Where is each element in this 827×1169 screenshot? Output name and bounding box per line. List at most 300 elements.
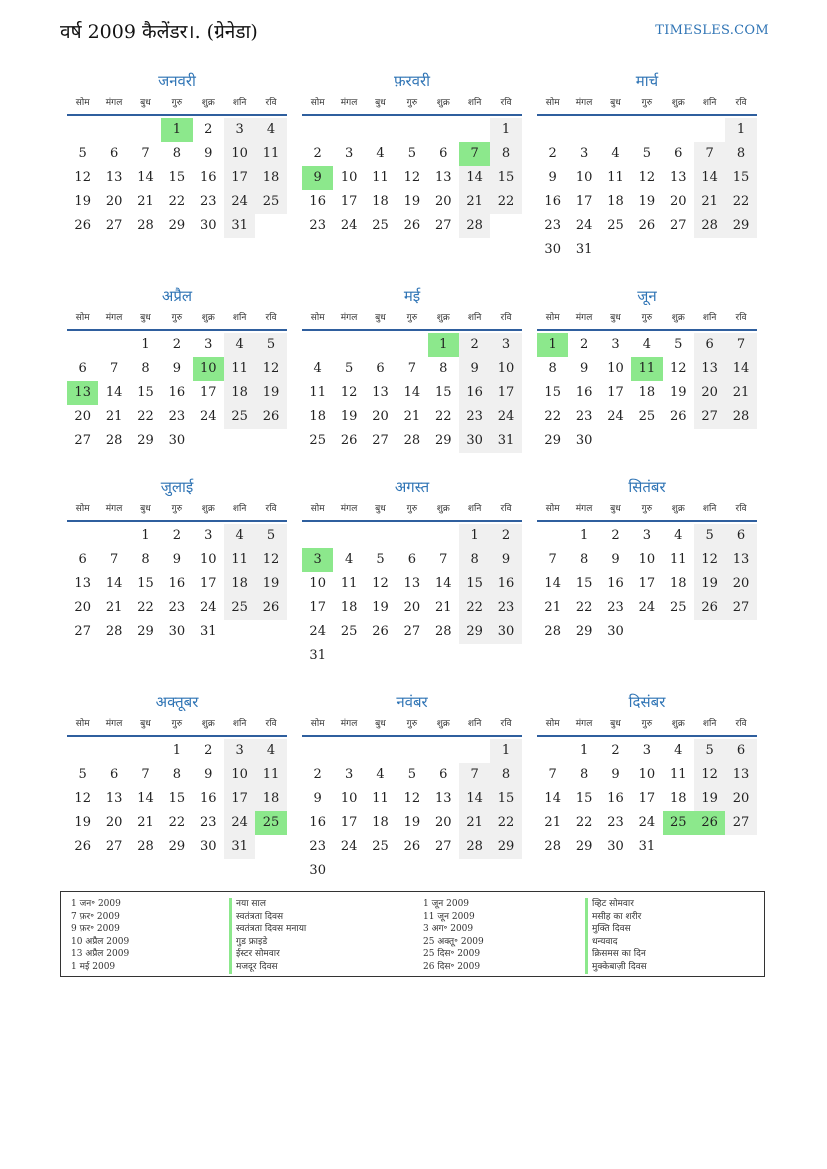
day-cell[interactable]: 27 bbox=[105, 839, 123, 854]
day-cell[interactable]: 6 bbox=[109, 146, 119, 161]
day-cell[interactable]: 22 bbox=[490, 190, 521, 214]
day-cell[interactable]: 20 bbox=[725, 572, 756, 596]
day-cell[interactable]: 26 bbox=[74, 839, 91, 854]
day-cell[interactable]: 7 bbox=[439, 552, 448, 567]
day-cell[interactable]: 26 bbox=[403, 218, 421, 233]
day-cell[interactable]: 25 bbox=[607, 218, 624, 233]
day-cell[interactable]: 20 bbox=[725, 787, 756, 811]
day-cell[interactable]: 23 bbox=[607, 600, 624, 615]
day-cell[interactable]: 19 bbox=[255, 381, 286, 405]
day-cell[interactable]: 15 bbox=[168, 791, 186, 806]
day-cell[interactable]: 3 bbox=[579, 146, 589, 161]
day-cell[interactable]: 9 bbox=[490, 548, 521, 572]
day-cell[interactable]: 20 bbox=[372, 409, 389, 424]
day-cell[interactable]: 1 bbox=[490, 739, 521, 763]
day-cell[interactable]: 3 bbox=[204, 528, 213, 543]
day-cell[interactable]: 31 bbox=[224, 214, 255, 238]
day-cell[interactable]: 26 bbox=[669, 409, 687, 424]
day-cell[interactable]: 16 bbox=[607, 576, 624, 591]
day-cell[interactable]: 7 bbox=[548, 552, 557, 567]
day-cell[interactable]: 26 bbox=[74, 218, 91, 233]
day-cell[interactable]: 5 bbox=[674, 337, 683, 352]
day-cell[interactable]: 6 bbox=[725, 524, 756, 548]
day-cell[interactable]: 12 bbox=[74, 791, 91, 806]
day-cell[interactable]: 2 bbox=[204, 743, 213, 758]
day-cell[interactable]: 20 bbox=[669, 194, 687, 209]
day-cell[interactable]: 23 bbox=[607, 815, 624, 830]
day-cell[interactable]: 6 bbox=[694, 333, 725, 357]
day-cell[interactable]: 3 bbox=[204, 337, 213, 352]
day-cell[interactable]: 6 bbox=[407, 552, 416, 567]
day-cell[interactable]: 22 bbox=[544, 409, 561, 424]
day-cell[interactable]: 31 bbox=[224, 835, 255, 859]
day-cell[interactable]: 6 bbox=[439, 767, 448, 782]
day-cell[interactable]: 12 bbox=[74, 170, 91, 185]
day-cell[interactable]: 6 bbox=[674, 146, 683, 161]
day-cell[interactable]: 19 bbox=[340, 409, 358, 424]
day-cell[interactable]: 17 bbox=[607, 385, 624, 400]
day-cell[interactable]: 12 bbox=[638, 170, 656, 185]
day-cell[interactable]: 16 bbox=[544, 194, 561, 209]
day-cell[interactable]: 13 bbox=[694, 357, 725, 381]
day-cell[interactable]: 9 bbox=[302, 166, 333, 190]
day-cell[interactable]: 6 bbox=[78, 552, 87, 567]
day-cell[interactable]: 24 bbox=[309, 624, 326, 639]
day-cell[interactable]: 4 bbox=[376, 146, 385, 161]
day-cell[interactable]: 7 bbox=[459, 142, 490, 166]
day-cell[interactable]: 30 bbox=[168, 433, 186, 448]
day-cell[interactable]: 14 bbox=[459, 787, 490, 811]
day-cell[interactable]: 29 bbox=[544, 433, 561, 448]
day-cell[interactable]: 29 bbox=[575, 839, 593, 854]
day-cell[interactable]: 29 bbox=[575, 624, 593, 639]
day-cell[interactable]: 29 bbox=[725, 214, 756, 238]
day-cell[interactable]: 16 bbox=[575, 385, 593, 400]
day-cell[interactable]: 29 bbox=[168, 218, 186, 233]
day-cell[interactable]: 23 bbox=[199, 815, 217, 830]
day-cell[interactable]: 1 bbox=[725, 118, 756, 142]
day-cell[interactable]: 24 bbox=[607, 409, 624, 424]
day-cell[interactable]: 25 bbox=[224, 405, 255, 429]
day-cell[interactable]: 4 bbox=[376, 767, 385, 782]
day-cell[interactable]: 21 bbox=[459, 190, 490, 214]
day-cell[interactable]: 17 bbox=[309, 600, 326, 615]
day-cell[interactable]: 25 bbox=[340, 624, 358, 639]
day-cell[interactable]: 1 bbox=[490, 118, 521, 142]
day-cell[interactable]: 29 bbox=[137, 624, 154, 639]
day-cell[interactable]: 8 bbox=[725, 142, 756, 166]
day-cell[interactable]: 17 bbox=[638, 791, 656, 806]
day-cell[interactable]: 10 bbox=[638, 552, 656, 567]
day-cell[interactable]: 26 bbox=[694, 596, 725, 620]
day-cell[interactable]: 24 bbox=[199, 409, 217, 424]
day-cell[interactable]: 22 bbox=[137, 409, 154, 424]
day-cell[interactable]: 11 bbox=[340, 576, 358, 591]
day-cell[interactable]: 21 bbox=[544, 815, 561, 830]
day-cell[interactable]: 14 bbox=[459, 166, 490, 190]
day-cell[interactable]: 25 bbox=[309, 433, 326, 448]
day-cell[interactable]: 11 bbox=[669, 552, 687, 567]
day-cell[interactable]: 7 bbox=[109, 552, 119, 567]
day-cell[interactable]: 12 bbox=[694, 763, 725, 787]
day-cell[interactable]: 4 bbox=[313, 361, 322, 376]
day-cell[interactable]: 2 bbox=[204, 122, 213, 137]
day-cell[interactable]: 16 bbox=[607, 791, 624, 806]
day-cell[interactable]: 8 bbox=[439, 361, 448, 376]
day-cell[interactable]: 18 bbox=[638, 385, 656, 400]
day-cell[interactable]: 13 bbox=[67, 381, 98, 405]
day-cell[interactable]: 19 bbox=[74, 815, 91, 830]
day-cell[interactable]: 24 bbox=[490, 405, 521, 429]
day-cell[interactable]: 4 bbox=[224, 524, 255, 548]
day-cell[interactable]: 12 bbox=[255, 548, 286, 572]
day-cell[interactable]: 3 bbox=[490, 333, 521, 357]
day-cell[interactable]: 14 bbox=[694, 166, 725, 190]
day-cell[interactable]: 1 bbox=[537, 333, 568, 357]
day-cell[interactable]: 23 bbox=[168, 600, 186, 615]
day-cell[interactable]: 12 bbox=[340, 385, 358, 400]
day-cell[interactable]: 3 bbox=[224, 739, 255, 763]
day-cell[interactable]: 24 bbox=[340, 839, 358, 854]
day-cell[interactable]: 21 bbox=[459, 811, 490, 835]
day-cell[interactable]: 25 bbox=[224, 596, 255, 620]
day-cell[interactable]: 2 bbox=[611, 528, 620, 543]
day-cell[interactable]: 17 bbox=[490, 381, 521, 405]
day-cell[interactable]: 11 bbox=[255, 142, 286, 166]
day-cell[interactable]: 19 bbox=[638, 194, 656, 209]
day-cell[interactable]: 9 bbox=[579, 361, 589, 376]
day-cell[interactable]: 23 bbox=[199, 194, 217, 209]
day-cell[interactable]: 20 bbox=[694, 381, 725, 405]
day-cell[interactable]: 8 bbox=[172, 767, 181, 782]
day-cell[interactable]: 19 bbox=[694, 787, 725, 811]
day-cell[interactable]: 4 bbox=[224, 333, 255, 357]
day-cell[interactable]: 16 bbox=[309, 194, 326, 209]
day-cell[interactable]: 4 bbox=[674, 528, 683, 543]
day-cell[interactable]: 17 bbox=[199, 385, 217, 400]
day-cell[interactable]: 6 bbox=[376, 361, 385, 376]
day-cell[interactable]: 5 bbox=[78, 146, 87, 161]
day-cell[interactable]: 5 bbox=[78, 767, 87, 782]
day-cell[interactable]: 13 bbox=[74, 576, 91, 591]
day-cell[interactable]: 28 bbox=[403, 433, 421, 448]
day-cell[interactable]: 2 bbox=[313, 146, 322, 161]
day-cell[interactable]: 27 bbox=[403, 624, 421, 639]
day-cell[interactable]: 22 bbox=[575, 600, 593, 615]
day-cell[interactable]: 26 bbox=[372, 624, 389, 639]
day-cell[interactable]: 4 bbox=[611, 146, 620, 161]
day-cell[interactable]: 18 bbox=[372, 194, 389, 209]
day-cell[interactable]: 1 bbox=[428, 333, 459, 357]
day-cell[interactable]: 25 bbox=[372, 218, 389, 233]
day-cell[interactable]: 13 bbox=[372, 385, 389, 400]
day-cell[interactable]: 10 bbox=[575, 170, 593, 185]
day-cell[interactable]: 23 bbox=[459, 405, 490, 429]
day-cell[interactable]: 23 bbox=[575, 409, 593, 424]
day-cell[interactable]: 30 bbox=[199, 839, 217, 854]
day-cell[interactable]: 1 bbox=[172, 743, 181, 758]
day-cell[interactable]: 16 bbox=[309, 815, 326, 830]
day-cell[interactable]: 18 bbox=[309, 409, 326, 424]
day-cell[interactable]: 28 bbox=[694, 214, 725, 238]
day-cell[interactable]: 4 bbox=[255, 118, 286, 142]
day-cell[interactable]: 13 bbox=[403, 576, 421, 591]
day-cell[interactable]: 12 bbox=[403, 170, 421, 185]
day-cell[interactable]: 22 bbox=[725, 190, 756, 214]
day-cell[interactable]: 10 bbox=[490, 357, 521, 381]
day-cell[interactable]: 8 bbox=[172, 146, 181, 161]
day-cell[interactable]: 18 bbox=[224, 381, 255, 405]
day-cell[interactable]: 30 bbox=[459, 429, 490, 453]
day-cell[interactable]: 17 bbox=[224, 166, 255, 190]
day-cell[interactable]: 9 bbox=[459, 357, 490, 381]
day-cell[interactable]: 3 bbox=[344, 146, 354, 161]
day-cell[interactable]: 28 bbox=[434, 624, 452, 639]
day-cell[interactable]: 5 bbox=[255, 333, 286, 357]
day-cell[interactable]: 15 bbox=[137, 385, 154, 400]
day-cell[interactable]: 7 bbox=[459, 763, 490, 787]
day-cell[interactable]: 3 bbox=[642, 743, 651, 758]
day-cell[interactable]: 9 bbox=[611, 552, 620, 567]
day-cell[interactable]: 10 bbox=[309, 576, 326, 591]
day-cell[interactable]: 30 bbox=[168, 624, 186, 639]
day-cell[interactable]: 16 bbox=[199, 170, 217, 185]
day-cell[interactable]: 5 bbox=[407, 767, 416, 782]
day-cell[interactable]: 27 bbox=[725, 811, 756, 835]
day-cell[interactable]: 16 bbox=[168, 576, 186, 591]
day-cell[interactable]: 13 bbox=[105, 791, 123, 806]
day-cell[interactable]: 28 bbox=[544, 839, 561, 854]
day-cell[interactable]: 31 bbox=[309, 648, 326, 663]
day-cell[interactable]: 18 bbox=[340, 600, 358, 615]
day-cell[interactable]: 2 bbox=[313, 767, 322, 782]
day-cell[interactable]: 18 bbox=[255, 787, 286, 811]
day-cell[interactable]: 1 bbox=[579, 528, 589, 543]
day-cell[interactable]: 19 bbox=[403, 194, 421, 209]
day-cell[interactable]: 23 bbox=[490, 596, 521, 620]
day-cell[interactable]: 9 bbox=[548, 170, 557, 185]
day-cell[interactable]: 7 bbox=[694, 142, 725, 166]
day-cell[interactable]: 14 bbox=[434, 576, 452, 591]
day-cell[interactable]: 20 bbox=[434, 194, 452, 209]
day-cell[interactable]: 4 bbox=[255, 739, 286, 763]
day-cell[interactable]: 15 bbox=[575, 791, 593, 806]
day-cell[interactable]: 30 bbox=[199, 218, 217, 233]
day-cell[interactable]: 8 bbox=[141, 552, 150, 567]
day-cell[interactable]: 26 bbox=[255, 596, 286, 620]
day-cell[interactable]: 12 bbox=[255, 357, 286, 381]
day-cell[interactable]: 24 bbox=[224, 811, 255, 835]
day-cell[interactable]: 3 bbox=[344, 767, 354, 782]
day-cell[interactable]: 23 bbox=[309, 839, 326, 854]
day-cell[interactable]: 22 bbox=[168, 194, 186, 209]
day-cell[interactable]: 27 bbox=[669, 218, 687, 233]
day-cell[interactable]: 22 bbox=[490, 811, 521, 835]
day-cell[interactable]: 10 bbox=[340, 791, 358, 806]
day-cell[interactable]: 4 bbox=[344, 552, 354, 567]
day-cell[interactable]: 10 bbox=[607, 361, 624, 376]
day-cell[interactable]: 23 bbox=[544, 218, 561, 233]
day-cell[interactable]: 13 bbox=[669, 170, 687, 185]
day-cell[interactable]: 8 bbox=[548, 361, 557, 376]
day-cell[interactable]: 13 bbox=[725, 548, 756, 572]
day-cell[interactable]: 6 bbox=[725, 739, 756, 763]
day-cell[interactable]: 28 bbox=[105, 433, 123, 448]
day-cell[interactable]: 2 bbox=[490, 524, 521, 548]
day-cell[interactable]: 1 bbox=[161, 118, 192, 142]
day-cell[interactable]: 8 bbox=[459, 548, 490, 572]
day-cell[interactable]: 12 bbox=[694, 548, 725, 572]
day-cell[interactable]: 26 bbox=[694, 811, 725, 835]
day-cell[interactable]: 10 bbox=[224, 142, 255, 166]
day-cell[interactable]: 4 bbox=[642, 337, 651, 352]
day-cell[interactable]: 16 bbox=[459, 381, 490, 405]
day-cell[interactable]: 31 bbox=[638, 839, 656, 854]
day-cell[interactable]: 17 bbox=[199, 576, 217, 591]
day-cell[interactable]: 5 bbox=[694, 739, 725, 763]
day-cell[interactable]: 10 bbox=[199, 552, 217, 567]
day-cell[interactable]: 17 bbox=[340, 194, 358, 209]
day-cell[interactable]: 22 bbox=[434, 409, 452, 424]
day-cell[interactable]: 9 bbox=[172, 552, 181, 567]
day-cell[interactable]: 15 bbox=[490, 787, 521, 811]
day-cell[interactable]: 18 bbox=[669, 791, 687, 806]
day-cell[interactable]: 25 bbox=[663, 811, 694, 835]
day-cell[interactable]: 13 bbox=[434, 170, 452, 185]
day-cell[interactable]: 20 bbox=[434, 815, 452, 830]
day-cell[interactable]: 2 bbox=[548, 146, 557, 161]
day-cell[interactable]: 18 bbox=[372, 815, 389, 830]
day-cell[interactable]: 16 bbox=[168, 385, 186, 400]
day-cell[interactable]: 26 bbox=[340, 433, 358, 448]
day-cell[interactable]: 16 bbox=[490, 572, 521, 596]
day-cell[interactable]: 22 bbox=[137, 600, 154, 615]
day-cell[interactable]: 27 bbox=[434, 839, 452, 854]
day-cell[interactable]: 19 bbox=[255, 572, 286, 596]
day-cell[interactable]: 22 bbox=[575, 815, 593, 830]
day-cell[interactable]: 29 bbox=[137, 433, 154, 448]
day-cell[interactable]: 19 bbox=[372, 600, 389, 615]
day-cell[interactable]: 7 bbox=[109, 361, 119, 376]
day-cell[interactable]: 28 bbox=[105, 624, 123, 639]
day-cell[interactable]: 31 bbox=[490, 429, 521, 453]
day-cell[interactable]: 9 bbox=[313, 791, 322, 806]
day-cell[interactable]: 28 bbox=[459, 214, 490, 238]
day-cell[interactable]: 20 bbox=[105, 815, 123, 830]
day-cell[interactable]: 21 bbox=[105, 409, 123, 424]
day-cell[interactable]: 7 bbox=[141, 767, 150, 782]
day-cell[interactable]: 25 bbox=[255, 190, 286, 214]
day-cell[interactable]: 17 bbox=[224, 787, 255, 811]
day-cell[interactable]: 17 bbox=[340, 815, 358, 830]
day-cell[interactable]: 15 bbox=[544, 385, 561, 400]
day-cell[interactable]: 1 bbox=[141, 337, 150, 352]
day-cell[interactable]: 10 bbox=[224, 763, 255, 787]
day-cell[interactable]: 12 bbox=[403, 791, 421, 806]
day-cell[interactable]: 3 bbox=[224, 118, 255, 142]
day-cell[interactable]: 3 bbox=[611, 337, 620, 352]
day-cell[interactable]: 1 bbox=[141, 528, 150, 543]
day-cell[interactable]: 31 bbox=[575, 242, 593, 257]
day-cell[interactable]: 20 bbox=[74, 600, 91, 615]
day-cell[interactable]: 1 bbox=[459, 524, 490, 548]
day-cell[interactable]: 19 bbox=[694, 572, 725, 596]
day-cell[interactable]: 14 bbox=[725, 357, 756, 381]
day-cell[interactable]: 2 bbox=[172, 337, 181, 352]
day-cell[interactable]: 1 bbox=[579, 743, 589, 758]
day-cell[interactable]: 14 bbox=[137, 791, 154, 806]
day-cell[interactable]: 24 bbox=[575, 218, 593, 233]
day-cell[interactable]: 21 bbox=[694, 190, 725, 214]
day-cell[interactable]: 17 bbox=[575, 194, 593, 209]
day-cell[interactable]: 21 bbox=[434, 600, 452, 615]
day-cell[interactable]: 31 bbox=[199, 624, 217, 639]
day-cell[interactable]: 23 bbox=[309, 218, 326, 233]
day-cell[interactable]: 12 bbox=[372, 576, 389, 591]
day-cell[interactable]: 15 bbox=[575, 576, 593, 591]
day-cell[interactable]: 21 bbox=[403, 409, 421, 424]
day-cell[interactable]: 7 bbox=[548, 767, 557, 782]
day-cell[interactable]: 22 bbox=[168, 815, 186, 830]
day-cell[interactable]: 25 bbox=[638, 409, 656, 424]
day-cell[interactable]: 22 bbox=[459, 596, 490, 620]
day-cell[interactable]: 15 bbox=[434, 385, 452, 400]
day-cell[interactable]: 11 bbox=[224, 357, 255, 381]
day-cell[interactable]: 28 bbox=[725, 405, 756, 429]
day-cell[interactable]: 11 bbox=[224, 548, 255, 572]
day-cell[interactable]: 14 bbox=[544, 576, 561, 591]
day-cell[interactable]: 2 bbox=[172, 528, 181, 543]
day-cell[interactable]: 28 bbox=[544, 624, 561, 639]
day-cell[interactable]: 19 bbox=[403, 815, 421, 830]
day-cell[interactable]: 9 bbox=[611, 767, 620, 782]
day-cell[interactable]: 21 bbox=[105, 600, 123, 615]
day-cell[interactable]: 30 bbox=[607, 839, 624, 854]
day-cell[interactable]: 9 bbox=[172, 361, 181, 376]
day-cell[interactable]: 3 bbox=[642, 528, 651, 543]
day-cell[interactable]: 18 bbox=[224, 572, 255, 596]
day-cell[interactable]: 24 bbox=[340, 218, 358, 233]
day-cell[interactable]: 11 bbox=[631, 357, 662, 381]
day-cell[interactable]: 3 bbox=[302, 548, 333, 572]
day-cell[interactable]: 27 bbox=[434, 218, 452, 233]
day-cell[interactable]: 13 bbox=[434, 791, 452, 806]
day-cell[interactable]: 15 bbox=[459, 572, 490, 596]
day-cell[interactable]: 2 bbox=[611, 743, 620, 758]
day-cell[interactable]: 15 bbox=[490, 166, 521, 190]
day-cell[interactable]: 10 bbox=[193, 357, 224, 381]
day-cell[interactable]: 17 bbox=[638, 576, 656, 591]
day-cell[interactable]: 27 bbox=[372, 433, 389, 448]
day-cell[interactable]: 29 bbox=[459, 620, 490, 644]
day-cell[interactable]: 24 bbox=[199, 600, 217, 615]
day-cell[interactable]: 27 bbox=[694, 405, 725, 429]
day-cell[interactable]: 24 bbox=[224, 190, 255, 214]
day-cell[interactable]: 15 bbox=[725, 166, 756, 190]
day-cell[interactable]: 8 bbox=[490, 763, 521, 787]
day-cell[interactable]: 30 bbox=[607, 624, 624, 639]
day-cell[interactable]: 7 bbox=[141, 146, 150, 161]
day-cell[interactable]: 16 bbox=[199, 791, 217, 806]
day-cell[interactable]: 6 bbox=[109, 767, 119, 782]
day-cell[interactable]: 11 bbox=[372, 170, 389, 185]
day-cell[interactable]: 11 bbox=[607, 170, 624, 185]
day-cell[interactable]: 24 bbox=[638, 600, 656, 615]
day-cell[interactable]: 30 bbox=[544, 242, 561, 257]
day-cell[interactable]: 30 bbox=[490, 620, 521, 644]
day-cell[interactable]: 18 bbox=[607, 194, 624, 209]
day-cell[interactable]: 11 bbox=[255, 763, 286, 787]
